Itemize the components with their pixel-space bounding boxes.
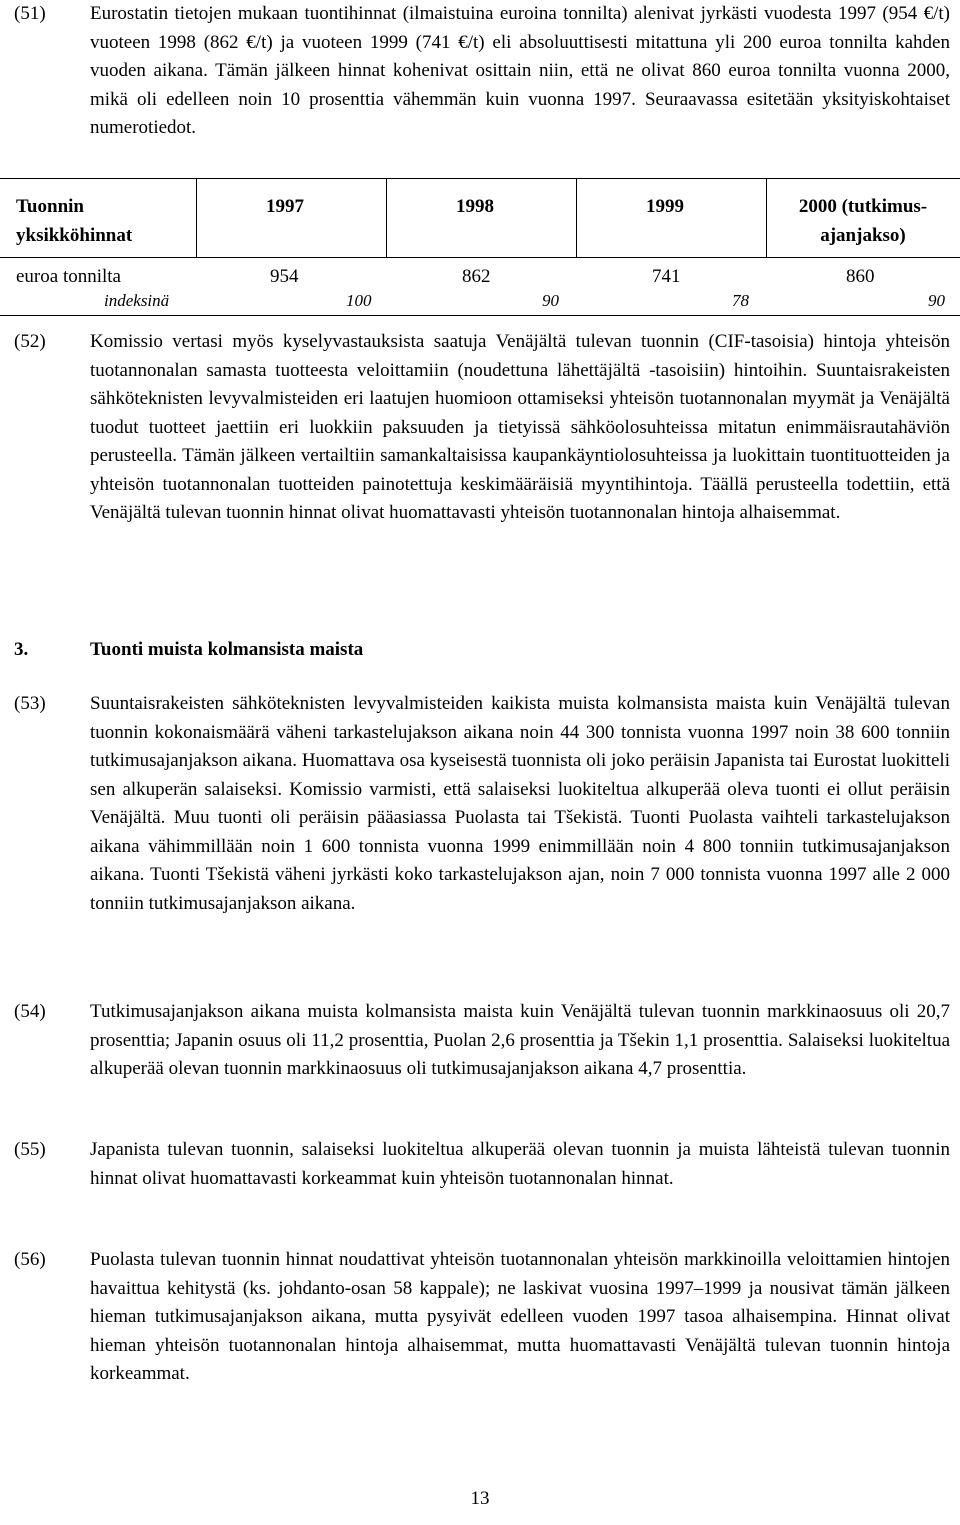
- paragraph-number: (55): [14, 1139, 46, 1160]
- table-index-value: 90: [928, 291, 945, 310]
- table-price: 862: [462, 266, 491, 287]
- table-price: 954: [270, 266, 299, 287]
- paragraph-number: (53): [14, 693, 46, 714]
- paragraph-54: [14, 998, 950, 1084]
- table-header-label: Tuonnin yksikköhinnat: [16, 196, 133, 246]
- paragraph-text: Komissio vertasi myös kyselyvastauksista saatuja Venäjältä tulevan tuonnin (CIF-tasoisia) hintoja yhteisön tuotannonalan samasta tuotteesta veloittamiin (noudettuna lähettäjältä -tasoisiin) hintoihin. Suuntaisrakeisten sähköteknisten levyvalmisteiden eri laatujen huomioon ottamiseksi yhteisön tuotannonalan myymät ja Venäjältä tuodut tuotteet jaettiin eri luokkiin paksuuden ja tietyissä sähköolosuhteissa mitatun enimmäisrautahäviön perusteella. Tämän jälkeen vertailtiin samankaltaisissa kaupankäyntiolosuhteissa ja luokittain tuontituotteiden ja yhteisön tuotannonalan tuotteiden painotettuja keskimääräisiä myyntihintoja. Täällä perusteella todettiin, että Venäjältä tulevan tuonnin hinnat olivat huomattavasti yhteisön tuotannonalan hintoja alhaisemmat.: [90, 331, 950, 523]
- table-header-year: 1999: [646, 196, 684, 217]
- paragraph-52: [14, 328, 950, 528]
- paragraph-number: (52): [14, 331, 46, 352]
- section-number: 3.: [14, 639, 29, 660]
- table-price: 860: [846, 266, 875, 287]
- paragraph-text: Japanista tulevan tuonnin, salaiseksi luokiteltua alkuperää olevan tuonnin ja muista lähteistä tulevan tuonnin hinnat olivat huomattavasti korkeammat kuin yhteisön tuotannonalan hinnat.: [90, 1139, 950, 1189]
- unit-price-table: [0, 178, 960, 316]
- table-index-value: 90: [542, 291, 559, 310]
- paragraph-text: Puolasta tulevan tuonnin hinnat noudattivat yhteisön tuotannonalan yhteisön markkinoilla veloittamien hintojen havaittua kehitystä (ks. johdanto-osan 58 kappale); ne laskivat vuosina 1997–1999 ja nousivat tämän jälkeen hieman tutkimusajanjakson aikana, mutta pysyivät edelleen vuoden 1997 tasoa alhaisempina. Hinnat olivat hieman yhteisön tuotannonalan hintoja alhaisemmat, mutta huomattavasti Venäjältä tulevan tuonnin hintoja korkeammat.: [90, 1249, 950, 1384]
- table-header-year: 2000 (tutkimus- ajanjakso): [798, 196, 928, 246]
- page-number: 13: [470, 1488, 490, 1509]
- paragraph-55: [14, 1136, 950, 1193]
- paragraph-number: (51): [14, 3, 46, 24]
- paragraph-text: Suuntaisrakeisten sähköteknisten levyvalmisteiden kaikista muista kolmansista maista kuin Venäjältä tulevan tuonnin kokonaismäärä väheni tarkastelujakson aikana noin 44 300 tonnista vuonna 1997 noin 38 600 tonniin tutkimusajanjakson aikana. Huomattava osa kyseisestä tuonnista oli joko peräisin Japanista tai Eurostat luokitteli sen alkuperän salaiseksi. Komissio varmisti, että salaiseksi luokiteltua alkuperää oleva tuonti ei ollut peräisin Venäjältä. Muu tuonti oli peräisin pääasiassa Puolasta tai Tšekistä. Tuonti Puolasta vaihteli tarkastelujakson aikana vähimmillään noin 1 600 tonnista vuonna 1999 enimmillään noin 4 800 tonniin tutkimusajanjakson aikana. Tuonti Tšekistä väheni jyrkästi koko tarkastelujakson ajan, noin 7 000 tonnista vuonna 1997 alle 2 000 tonniin tutkimusajanjakson aikana.: [90, 693, 950, 914]
- paragraph-53: [14, 690, 950, 918]
- table-price: 741: [652, 266, 681, 287]
- table-index-value: 100: [346, 291, 372, 310]
- section-title: Tuonti muista kolmansista maista: [90, 639, 364, 660]
- paragraph-number: (56): [14, 1249, 46, 1270]
- paragraph-51: [14, 0, 950, 143]
- table-header-year: 1998: [456, 196, 494, 217]
- paragraph-text: Eurostatin tietojen mukaan tuontihinnat (ilmaistuina euroina tonnilta) alenivat jyrkästi vuodesta 1997 (954 €/t) vuoteen 1998 (862 €/t) ja vuoteen 1999 (741 €/t) eli absoluuttisesti mitattuna yli 200 euroa tonnilta kahden vuoden aikana. Tämän jälkeen hinnat kohenivat osittain niin, että ne olivat 860 euroa tonnilta vuonna 2000, mikä oli edelleen noin 10 prosenttia vähemmän kuin vuonna 1997. Seuraavassa esitetään yksityiskohtaiset numerotiedot.: [90, 3, 950, 138]
- table-row-label: euroa tonnilta: [16, 266, 121, 287]
- section-heading: [14, 636, 950, 665]
- paragraph-number: (54): [14, 1001, 46, 1022]
- table-header-year: 1997: [266, 196, 304, 217]
- table-header-divider: [0, 257, 960, 258]
- table-index-value: 78: [732, 291, 749, 310]
- table-divider: [386, 179, 387, 257]
- paragraph-56: [14, 1246, 950, 1389]
- paragraph-text: Tutkimusajanjakson aikana muista kolmansista maista kuin Venäjältä tulevan tuonnin markkinaosuus oli 20,7 prosenttia; Japanin osuus oli 11,2 prosenttia, Puolan 2,6 prosenttia ja Tšekin 1,1 prosenttia. Salaiseksi luokiteltua alkuperää olevan tuonnin markkinaosuus oli tutkimusajanjakson aikana 4,7 prosenttia.: [90, 1001, 950, 1079]
- table-divider: [576, 179, 577, 257]
- table-divider: [196, 179, 197, 257]
- table-index-label: indeksinä: [104, 291, 170, 310]
